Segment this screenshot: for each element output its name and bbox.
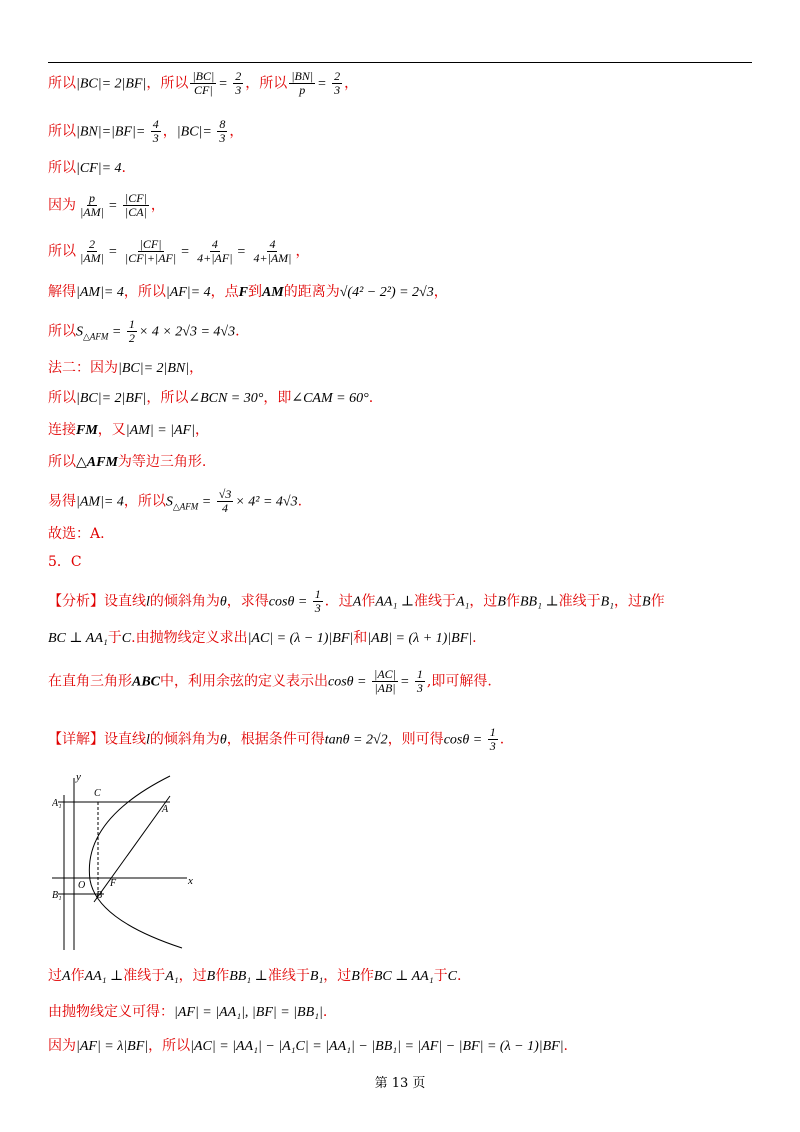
text-line-2: 所以|BN|=|BF|= $\frac{4}{3}$ ，|BC|= $\frac{8}{3}$ ， [48, 117, 244, 145]
fig-label-b: B [96, 890, 103, 901]
text-line-11: 所以△AFM为等边三角形. [48, 454, 207, 470]
text-line-10: 连接FM，又|AM| = |AF|， [48, 422, 209, 438]
detail-line-1: 【详解】设直线l的倾斜角为θ，根据条件可得tanθ = 2√2，则可得cosθ = $\frac{1}{3}$ . [48, 725, 505, 753]
text-line-3: 所以|CF|= 4. [48, 160, 126, 176]
question-number: 5．C [48, 554, 82, 570]
fig-label-c: C [94, 788, 101, 799]
text-line-1: 所以|BC|= 2|BF|，所以 $\frac{|BC|}{CF|}$ = $\frac{2}{3}$ ，所以 $\frac{|BN|}{p}$ = $\frac{2}{3}$ ， [48, 69, 359, 97]
text-line-8: 法二：因为|BC|= 2|BN|， [48, 360, 204, 376]
parabola-figure [52, 770, 202, 950]
text-line-4: 因为 $\frac{p}{|AM|}$ = $\frac{|CF|}{|CA|}$ ， [48, 191, 165, 219]
detail-line-4: 因为|AF| = λ|BF|，所以|AC| = |AA₁| − |A₁C| = |AA₁| − |BB₁| = |AF| − |BF| = (λ − 1)|BF|. [48, 1038, 568, 1054]
text-line-12: 易得|AM|= 4，所以$S_{\triangle AFM}$ = $\frac{√3}{4}$ × 4² = 4√3. [48, 487, 303, 515]
fig-label-b1: B₁ [52, 890, 62, 901]
text-line-13: 故选：A. [48, 526, 105, 542]
analysis-line-2: BC ⊥ AA₁于C.由抛物线定义求出|AC| = (λ − 1)|BF|和|AB| = (λ + 1)|BF|. [48, 630, 477, 646]
analysis-line-3: 在直角三角形ABC中，利用余弦的定义表示出cosθ = $\frac{|AC|}{|AB|}$ = $\frac{1}{3}$ ,即可解得. [48, 667, 492, 695]
page-number: 第 13 页 [374, 1076, 426, 1091]
detail-line-2: 过A作AA₁ ⊥准线于A₁，过B作BB₁ ⊥准线于B₁，过B作BC ⊥ AA₁于C. [48, 968, 462, 984]
fig-label-o: O [78, 880, 86, 891]
fig-label-a1: A₁ [52, 798, 62, 809]
fig-label-x: x [188, 875, 193, 887]
header-rule [48, 62, 752, 63]
text-line-5: 所以 $\frac{2}{|AM|}$ = $\frac{|CF|}{|CF|+|AF|}$ = $\frac{4}{4+|AF|}$ = $\frac{4}{4+|AM|}$ ， [48, 237, 310, 265]
fig-label-a: A [162, 804, 169, 815]
analysis-line-1: 【分析】设直线l的倾斜角为θ，求得cosθ = $\frac{1}{3}$ ．过A作AA₁ ⊥准线于A₁，过B作BB₁ ⊥准线于B₁，过B作 [48, 587, 665, 615]
detail-line-3: 由抛物线定义可得：|AF| = |AA₁|, |BF| = |BB₁|. [48, 1004, 328, 1020]
text-line-6: 解得|AM|= 4，所以|AF|= 4，点F到AM的距离为√(4² − 2²) = 2√3， [48, 284, 448, 300]
fig-label-f: F [110, 878, 117, 889]
text-line-7: 所以$S_{\triangle AFM}$ = $\frac{1}{2}$ × 4 × 2√3 = 4√3. [48, 317, 240, 345]
text-line-9: 所以|BC|= 2|BF|，所以∠BCN = 30°，即∠CAM = 60°. [48, 390, 374, 406]
fig-label-y: y [76, 771, 81, 783]
